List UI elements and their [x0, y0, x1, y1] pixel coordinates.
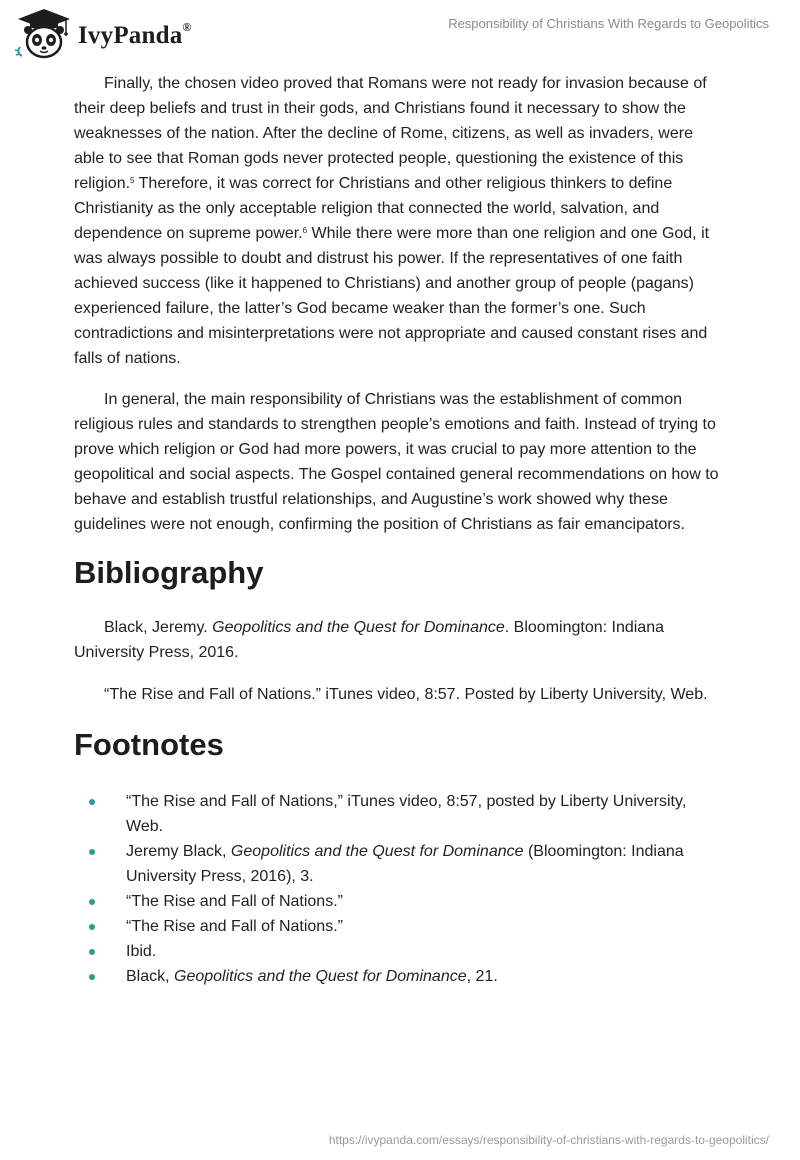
footnote-ref[interactable]: 6 [302, 226, 308, 235]
source-url[interactable]: https://ivypanda.com/essays/responsibility-of-christians-with-regards-to-geopolitics/ [328, 1133, 769, 1147]
bullet-icon [89, 924, 95, 930]
footnote-item: “The Rise and Fall of Nations,” iTunes video, 8:57, posted by Liberty University, Web. [74, 789, 726, 839]
footnote-item: Jeremy Black, Geopolitics and the Quest for Dominance (Bloomington: Indiana University Press, 2016), 3. [74, 839, 726, 889]
bibliography-heading: Bibliography [74, 555, 264, 590]
footnote-item: “The Rise and Fall of Nations.” [74, 914, 726, 939]
bullet-icon [89, 974, 95, 980]
panda-graduate-icon [14, 7, 74, 59]
body-paragraph: Finally, the chosen video proved that Romans were not ready for invasion because of their deep beliefs and trust in their gods, and Christians found it necessary to show the weaknesses of the nation. After the decline of Rome, citizens, as well as invaders, were able to see that Roman gods never protected people, questioning the existence of this religion.$^5$ Therefore, it was correct for Christians and other religious thinkers to define Christianity as the only acceptable religion that connected the world, salvation, and dependence on supreme power.$^6$ While there were more than one religion and one God, it was always possible to doubt and distrust his power. If the representatives of one faith achieved success (like it happened to Christians) and another group of people (pagans) experienced failure, the latter’s God became weaker than the former’s one. Such contradictions and misinterpretations were not appropriate and caused constant rises and falls of nations. [74, 75, 710, 367]
bullet-icon [89, 949, 95, 955]
page-header [0, 0, 800, 64]
document-title: Responsibility of Christians With Regards to Geopolitics [448, 16, 769, 31]
footnote-item: Ibid. [74, 939, 726, 964]
footnotes-list [74, 789, 726, 989]
bibliography-entry: Black, Jeremy. Geopolitics and the Quest for Dominance. Bloomington: Indiana University Press, 2016. [74, 619, 664, 661]
bullet-icon [89, 849, 95, 855]
body-paragraph: In general, the main responsibility of Christians was the establishment of common religious rules and standards to strengthen people’s emotions and faith. Instead of trying to prove which religion or God had more powers, it was crucial to pay more attention to the geopolitical and social aspects. The Gospel contained general recommendations on how to behave and establish trustful relationships, and Augustine’s work showed why these guidelines were not enough, confirming the position of Christians as fair emancipators. [74, 391, 719, 533]
footnote-ref[interactable]: 5 [130, 176, 135, 185]
essay-content [74, 71, 726, 989]
ivypanda-logo[interactable] [14, 7, 192, 59]
logo-text: IvyPanda® [78, 20, 192, 49]
footnote-item: Black, Geopolitics and the Quest for Dominance, 21. [74, 964, 726, 989]
bullet-icon [89, 799, 95, 805]
bullet-icon [89, 899, 95, 905]
footnote-item: “The Rise and Fall of Nations.” [74, 889, 726, 914]
bibliography-entry: “The Rise and Fall of Nations.” iTunes video, 8:57. Posted by Liberty University, Web. [104, 686, 708, 703]
footnotes-heading: Footnotes [74, 727, 224, 762]
